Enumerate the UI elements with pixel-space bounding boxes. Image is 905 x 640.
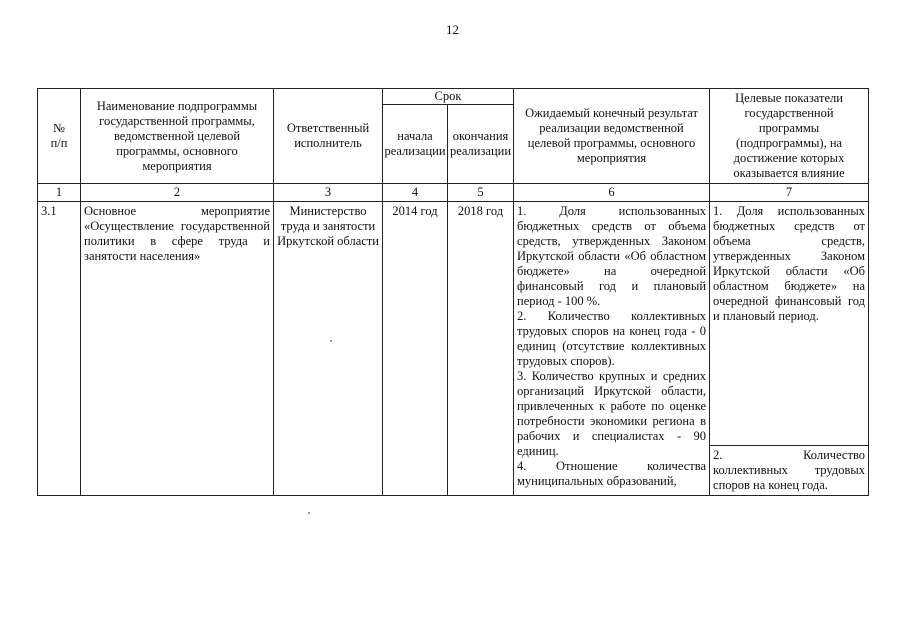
result-item: 1. Доля использованных бюджетных средств от объема средств, утвержденных Законом Иркутской области «Об областном бюджете» на очередной финансовый год и плановый период - 100 %. xyxy=(517,204,707,308)
table-row xyxy=(38,202,869,496)
indicator-item: 1. Доля использованных бюджетных средств от объема средств, утвержденных Законом Иркутской области «Об областном бюджете» на очередной финансовый год и плановый период. xyxy=(713,204,866,323)
program-table xyxy=(37,88,869,496)
row-num: 3.1 xyxy=(38,202,81,496)
column-number: 3 xyxy=(274,184,383,202)
page-number: 12 xyxy=(446,22,459,37)
header-name: Наименование подпрограммы государственной программы, ведомственной целевой программы, основного мероприятия xyxy=(81,89,274,184)
header-num: № п/п xyxy=(38,89,81,184)
result-item: 2. Количество коллективных трудовых споров на конец года - 0 единиц (отсутствие коллективных трудовых споров). xyxy=(517,309,707,368)
header-start: начала реализации xyxy=(383,105,448,184)
result-item: 3. Количество крупных и средних организаций Иркутской области, привлеченных к работе по оценке потребности экономики региона в рабочих и специалистах - 90 единиц. xyxy=(517,369,707,458)
row-name: Основное мероприятие «Осуществление государственной политики в сфере труда и занятости населения» xyxy=(81,202,274,496)
indicator-item: 2. Количество коллективных трудовых споров на конец года. xyxy=(710,445,868,495)
header-executor: Ответственный исполнитель xyxy=(274,89,383,184)
column-number-row xyxy=(38,184,869,202)
result-item: 4. Отношение количества муниципальных образований, xyxy=(517,459,707,488)
column-number: 7 xyxy=(710,184,869,202)
row-start: 2014 год xyxy=(383,202,448,496)
row-indicators xyxy=(710,202,869,496)
header-term: Срок xyxy=(383,89,514,105)
scan-speck xyxy=(330,340,332,342)
column-number: 6 xyxy=(514,184,710,202)
column-number: 1 xyxy=(38,184,81,202)
column-number: 5 xyxy=(448,184,514,202)
scan-speck xyxy=(308,512,310,514)
header-indicators: Целевые показатели государственной программы (подпрограммы), на достижение которых оказывается влияние xyxy=(710,89,869,184)
column-number: 2 xyxy=(81,184,274,202)
row-executor: Министерство труда и занятости Иркутской области xyxy=(274,202,383,496)
header-result: Ожидаемый конечный результат реализации ведомственной целевой программы, основного мероприятия xyxy=(514,89,710,184)
column-number: 4 xyxy=(383,184,448,202)
header-end: окончания реализации xyxy=(448,105,514,184)
row-end: 2018 год xyxy=(448,202,514,496)
row-results xyxy=(514,202,710,496)
